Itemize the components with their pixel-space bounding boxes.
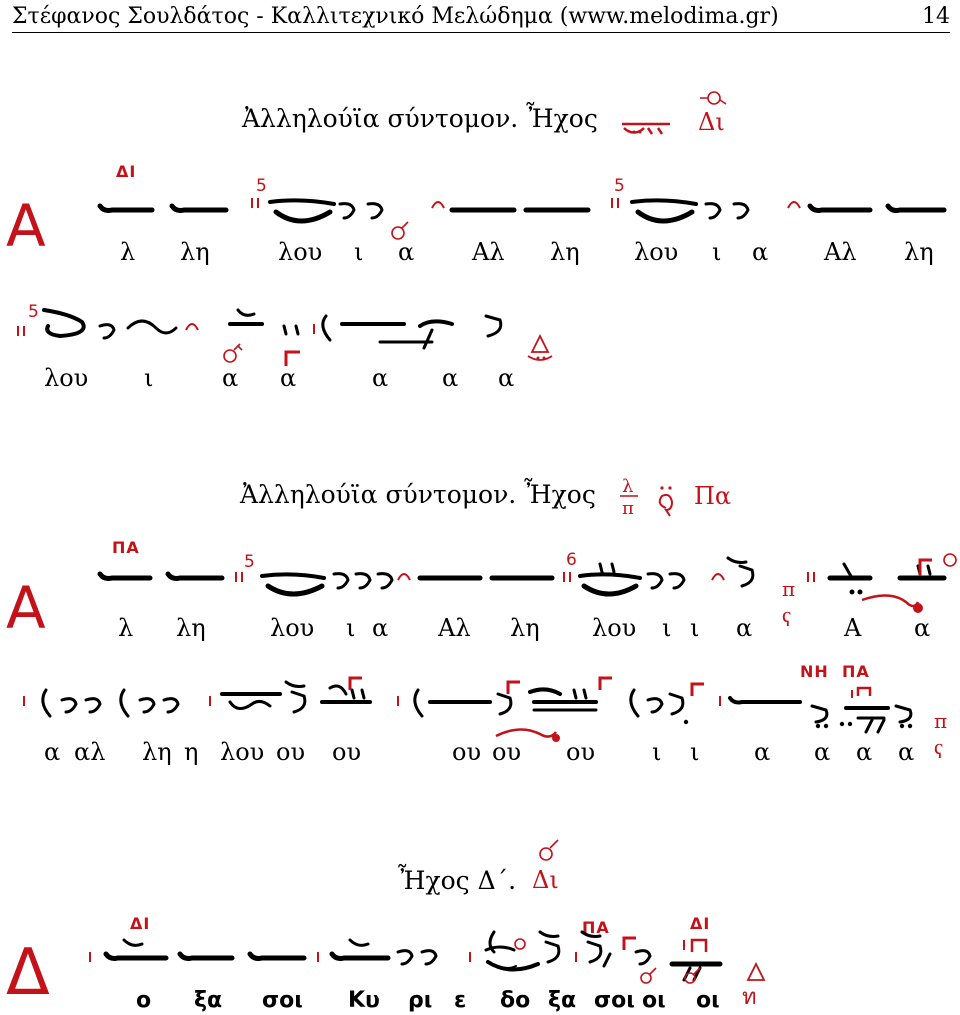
piece-2-line-1-number-1: 5: [244, 552, 255, 572]
piece-2-line-1-neumes: [0, 552, 960, 622]
syllable: λη: [180, 238, 210, 266]
syllable: ξα: [194, 988, 223, 1013]
page-header: [12, 4, 950, 33]
syllable: α: [736, 614, 753, 642]
syllable: λου: [220, 738, 265, 766]
piece-3-mode-label: Δι: [532, 866, 559, 894]
piece-3-mode-sign-icon: [534, 834, 564, 866]
syllable: α: [856, 738, 873, 766]
syllable: ι: [712, 238, 722, 266]
piece-1-title: Ἀλληλούϊα σύντομον. Ἦχος: [242, 104, 598, 133]
piece-2-mode-label: Πα: [694, 482, 732, 510]
syllable: ι: [652, 738, 662, 766]
syllable: λου: [270, 614, 315, 642]
syllable: ι: [662, 614, 672, 642]
syllable: Αλ: [472, 238, 505, 266]
piece-3-end-martyria-icon: [740, 960, 774, 1008]
svg-text:π: π: [622, 498, 634, 518]
page-number: 14: [922, 4, 950, 29]
piece-1-mode-sign-icon: [692, 88, 732, 108]
piece-3-line-1-label-1: ΔΙ: [130, 914, 151, 933]
syllable: λη: [550, 238, 580, 266]
svg-text:π: π: [782, 578, 796, 601]
header-title: Στέφανος Σουλδάτος - Καλλιτεχνικό Μελώδημα (www.melodima.gr): [12, 4, 779, 29]
piece-1-martyria-end-icon: [522, 330, 558, 366]
syllable: α: [814, 738, 831, 766]
svg-text:ҁ: ҁ: [934, 735, 944, 758]
syllable: ι: [144, 364, 154, 392]
syllable: α: [752, 238, 769, 266]
syllable: α: [372, 614, 389, 642]
syllable: λη: [142, 738, 172, 766]
syllable: σοι: [594, 988, 635, 1013]
syllable: Κυ: [348, 988, 380, 1013]
syllable: σοι: [262, 988, 303, 1013]
svg-text:π: π: [934, 710, 948, 733]
piece-1-line-1-number-1: 5: [256, 176, 267, 196]
syllable: α: [398, 238, 415, 266]
syllable: α: [280, 364, 297, 392]
syllable: α: [498, 364, 515, 392]
syllable: α: [44, 738, 61, 766]
piece-2-initial: Α: [6, 574, 46, 642]
syllable: αλ: [74, 738, 106, 766]
svg-text:ҁ: ҁ: [782, 603, 792, 626]
syllable: α: [898, 738, 915, 766]
piece-1-phthora-icon-2: [220, 342, 246, 366]
svg-text:ท: ท: [742, 985, 757, 1008]
piece-2-end-martyria-icon: [932, 710, 956, 758]
syllable: ι: [690, 738, 700, 766]
piece-3-line-1-label-2: ΠΑ: [582, 918, 610, 937]
syllable: ου: [332, 738, 362, 766]
piece-1-mode-label: Δι: [698, 108, 725, 136]
syllable: λου: [278, 238, 323, 266]
piece-2-martyria-label: ΠΑ: [112, 538, 140, 557]
piece-1-initial: Α: [6, 192, 46, 260]
syllable: λου: [44, 364, 89, 392]
syllable: ου: [566, 738, 596, 766]
piece-2-mid-martyria-icon: [780, 578, 802, 626]
piece-2-line-1-number-2: 6: [566, 550, 577, 570]
syllable: λ: [118, 614, 134, 642]
piece-2-line-2-label-1: ΝΗ: [800, 662, 829, 681]
syllable: ου: [452, 738, 482, 766]
syllable: ι: [346, 614, 356, 642]
piece-1-line-2-neumes: [0, 300, 960, 360]
syllable: ε: [454, 988, 467, 1013]
piece-1-line-1-number-2: 5: [614, 176, 625, 196]
syllable: ου: [492, 738, 522, 766]
syllable: λου: [592, 614, 637, 642]
syllable: Αλ: [438, 614, 471, 642]
syllable: λη: [904, 238, 934, 266]
piece-1-martyria-label: ΔΙ: [116, 162, 137, 181]
piece-3-line-1-label-3: ΔΙ: [690, 914, 711, 933]
piece-2-mode-neume-icon: [618, 474, 688, 518]
syllable: λ: [120, 238, 136, 266]
syllable: λου: [634, 238, 679, 266]
syllable: ξα: [548, 988, 577, 1013]
syllable: α: [372, 364, 389, 392]
syllable: ρι: [408, 988, 433, 1013]
syllable: α: [754, 738, 771, 766]
syllable: α: [914, 614, 931, 642]
syllable: οι: [696, 988, 720, 1013]
syllable: Αλ: [824, 238, 857, 266]
piece-2-line-2-label-2: ΠΑ: [842, 662, 870, 681]
piece-3-line-1-neumes: [0, 926, 960, 986]
syllable: ι: [354, 238, 364, 266]
syllable: α: [442, 364, 459, 392]
piece-1-line-2-number: 5: [28, 302, 39, 322]
piece-2-title: Ἀλληλούϊα σύντομον. Ἦχος: [240, 480, 596, 509]
syllable: λη: [510, 614, 540, 642]
syllable: α: [222, 364, 239, 392]
syllable: Α: [844, 614, 862, 642]
syllable: η: [184, 738, 199, 766]
syllable: δο: [500, 988, 531, 1013]
svg-text:λ: λ: [622, 476, 634, 497]
syllable: λη: [176, 614, 206, 642]
syllable: ου: [276, 738, 306, 766]
piece-3-initial: Δ: [6, 936, 50, 1010]
piece-1-mode-neume-icon: [618, 110, 688, 140]
piece-3-title: Ἦχος Δ΄.: [398, 866, 517, 895]
syllable: ι: [690, 614, 700, 642]
syllable: οι: [642, 988, 666, 1013]
piece-1-line-1-neumes: [0, 178, 960, 238]
syllable: ο: [136, 988, 152, 1013]
